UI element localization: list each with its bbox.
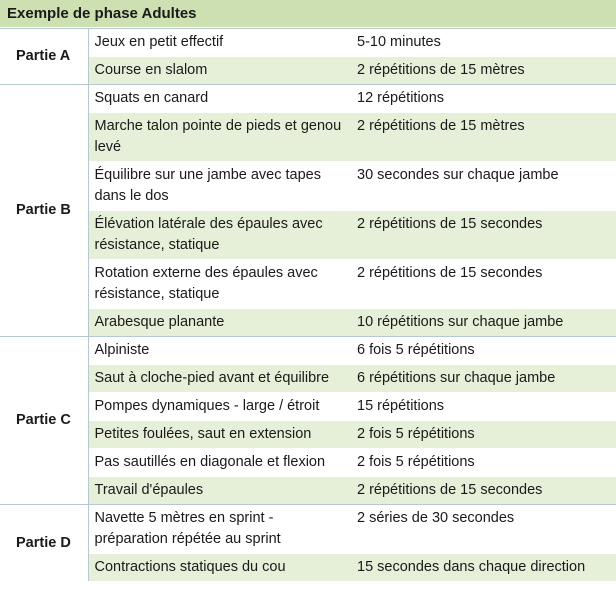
table-row: [0, 393, 616, 421]
dose-cell: 15 répétitions: [351, 393, 616, 421]
part-label: Partie D: [0, 505, 88, 582]
table-row: [0, 57, 616, 85]
table-row: [0, 162, 616, 211]
exercise-cell: Pompes dynamiques - large / étroit: [88, 393, 351, 421]
dose-cell: 2 fois 5 répétitions: [351, 421, 616, 449]
exercise-cell: Contractions statiques du cou: [88, 554, 351, 582]
table-row: [0, 29, 616, 57]
table-row: [0, 309, 616, 337]
exercise-cell: Rotation externe des épaules avec résistance, statique: [88, 260, 351, 309]
exercise-cell: Pas sautillés en diagonale et flexion: [88, 449, 351, 477]
exercise-cell: Course en slalom: [88, 57, 351, 85]
dose-cell: 30 secondes sur chaque jambe: [351, 162, 616, 211]
table-title: Exemple de phase Adultes: [0, 0, 616, 28]
dose-cell: 10 répétitions sur chaque jambe: [351, 309, 616, 337]
dose-cell: 15 secondes dans chaque direction: [351, 554, 616, 582]
exercise-cell: Jeux en petit effectif: [88, 29, 351, 57]
exercise-cell: Marche talon pointe de pieds et genou levé: [88, 113, 351, 162]
exercise-cell: Squats en canard: [88, 85, 351, 113]
program-table-body: [0, 29, 616, 582]
table-row: [0, 337, 616, 365]
table-row: [0, 260, 616, 309]
dose-cell: 2 répétitions de 15 mètres: [351, 57, 616, 85]
exercise-cell: Saut à cloche-pied avant et équilibre: [88, 365, 351, 393]
table-row: [0, 365, 616, 393]
exercise-cell: Petites foulées, saut en extension: [88, 421, 351, 449]
table-row: [0, 477, 616, 505]
exercise-cell: Élévation latérale des épaules avec résistance, statique: [88, 211, 351, 260]
dose-cell: 2 répétitions de 15 secondes: [351, 260, 616, 309]
table-row: [0, 554, 616, 582]
table-row: [0, 113, 616, 162]
exercise-cell: Navette 5 mètres en sprint - préparation répétée au sprint: [88, 505, 351, 554]
dose-cell: 2 fois 5 répétitions: [351, 449, 616, 477]
exercise-cell: Alpiniste: [88, 337, 351, 365]
table-row: [0, 505, 616, 554]
table-row: [0, 85, 616, 113]
dose-cell: 12 répétitions: [351, 85, 616, 113]
table-row: [0, 449, 616, 477]
table-row: [0, 211, 616, 260]
exercise-cell: Équilibre sur une jambe avec tapes dans le dos: [88, 162, 351, 211]
dose-cell: 2 séries de 30 secondes: [351, 505, 616, 554]
dose-cell: 6 fois 5 répétitions: [351, 337, 616, 365]
exercise-cell: Travail d'épaules: [88, 477, 351, 505]
exercise-cell: Arabesque planante: [88, 309, 351, 337]
dose-cell: 2 répétitions de 15 secondes: [351, 477, 616, 505]
dose-cell: 6 répétitions sur chaque jambe: [351, 365, 616, 393]
dose-cell: 2 répétitions de 15 secondes: [351, 211, 616, 260]
dose-cell: 2 répétitions de 15 mètres: [351, 113, 616, 162]
dose-cell: 5-10 minutes: [351, 29, 616, 57]
part-label: Partie B: [0, 85, 88, 337]
program-table: [0, 28, 616, 581]
table-row: [0, 421, 616, 449]
part-label: Partie C: [0, 337, 88, 505]
part-label: Partie A: [0, 29, 88, 85]
